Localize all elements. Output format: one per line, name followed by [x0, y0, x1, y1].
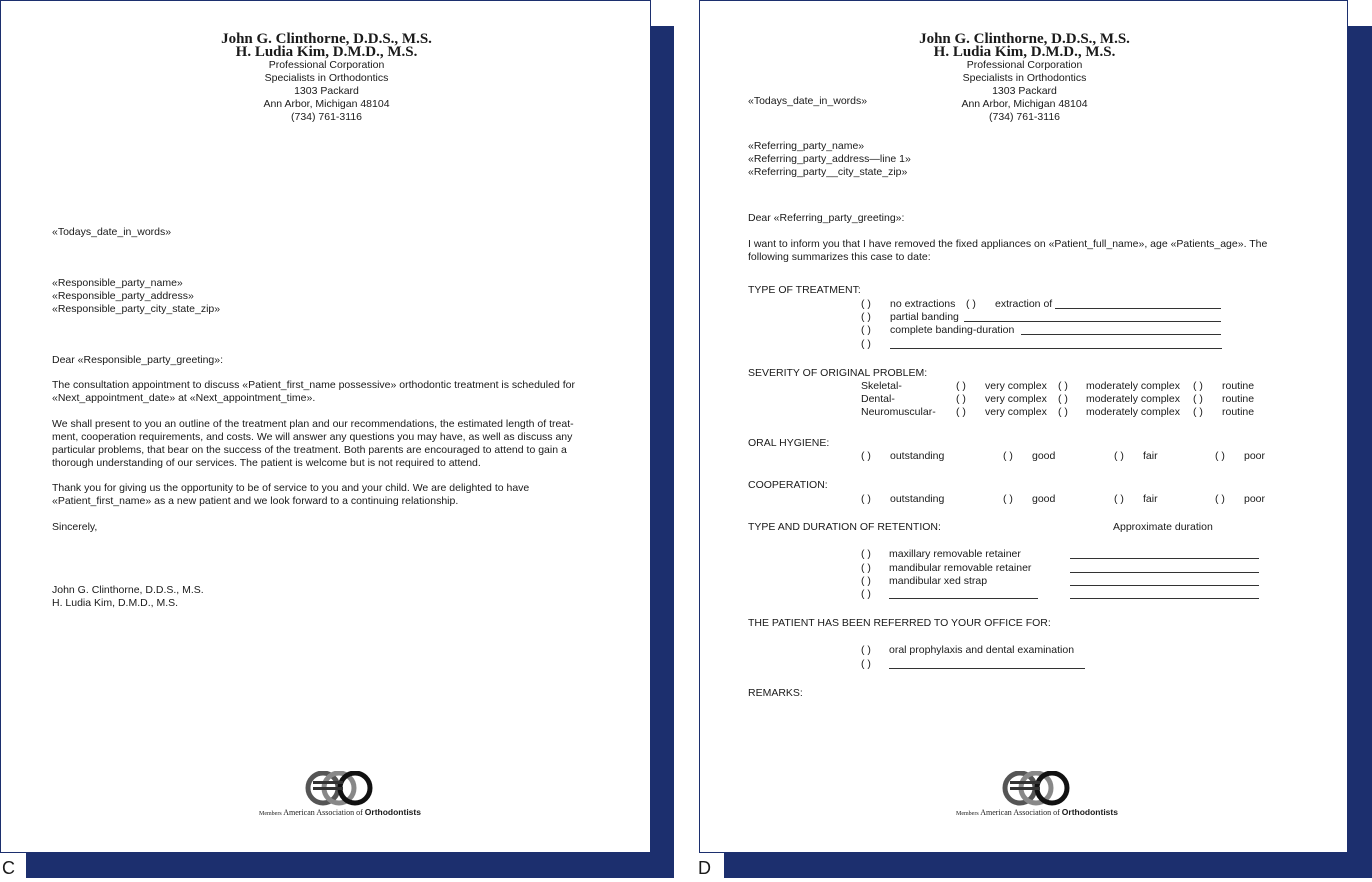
option-very-complex: very complex: [985, 380, 1047, 392]
address-line: «Referring_party_name»: [748, 140, 865, 152]
option-routine: routine: [1222, 380, 1255, 392]
option-very-complex: very complex: [985, 406, 1047, 418]
aao-rings-icon: [956, 771, 1126, 807]
aao-logo-text: [259, 807, 421, 817]
address-line: «Referring_party__city_state_zip»: [748, 166, 908, 178]
checkbox[interactable]: ( ): [1058, 380, 1068, 392]
option-extraction-of: extraction of: [995, 298, 1053, 310]
option-good: good: [1032, 493, 1056, 505]
option-outstanding: outstanding: [890, 493, 945, 505]
logo-members: Members: [259, 811, 282, 817]
option-fair: fair: [1143, 450, 1158, 462]
option-poor: poor: [1244, 493, 1266, 505]
duration-line[interactable]: [1070, 598, 1259, 599]
option-moderately-complex: moderately complex: [1086, 393, 1180, 405]
letterhead: [700, 33, 1349, 124]
checkbox[interactable]: ( ): [956, 393, 966, 405]
option-routine: routine: [1222, 393, 1255, 405]
closing: Sincerely,: [52, 521, 98, 533]
fill-line[interactable]: [889, 668, 1085, 669]
letterhead-line: (734) 761-3116: [290, 111, 363, 123]
severity-row-label: Dental-: [861, 393, 895, 405]
checkbox[interactable]: ( ): [1193, 380, 1203, 392]
section-title-retention: TYPE AND DURATION OF RETENTION:: [748, 521, 941, 533]
checkbox[interactable]: ( ): [861, 588, 871, 600]
doctor-name-1: John G. Clinthorne, D.D.S., M.S.: [919, 31, 1130, 47]
logo-org-bold: Orthodontists: [364, 807, 421, 817]
option-routine: routine: [1222, 406, 1255, 418]
option-good: good: [1032, 450, 1056, 462]
fill-line[interactable]: [890, 348, 1222, 349]
checkbox[interactable]: ( ): [861, 575, 871, 587]
letter-page-c: [0, 0, 651, 853]
date-field: «Todays_date_in_words»: [52, 226, 172, 238]
fill-line[interactable]: [964, 321, 1221, 322]
paragraph-appointment: The consultation appointment to discuss «Patient_first_name possessive» orthodontic treatment is scheduled for «Next_appointment_date» at «Next_appointment_time».: [52, 379, 575, 404]
greeting: Dear «Referring_party_greeting»:: [748, 212, 905, 224]
logo-members: Members: [956, 811, 979, 817]
checkbox[interactable]: ( ): [861, 324, 871, 336]
logo-org: American Association of: [283, 808, 365, 817]
duration-header: Approximate duration: [1113, 521, 1213, 533]
letterhead-line: Ann Arbor, Michigan 48104: [961, 98, 1088, 110]
letterhead-line: 1303 Packard: [294, 85, 359, 97]
paragraph-thanks: Thank you for giving us the opportunity to be of service to you and your child. We are delighted to have «Patient_first_name» as a new patient and we look forward to a continuing relationship.: [52, 482, 530, 507]
doctor-name-2: H. Ludia Kim, D.M.D., M.S.: [235, 44, 418, 60]
address-line: «Responsible_party_address»: [52, 290, 194, 302]
checkbox[interactable]: ( ): [1058, 406, 1068, 418]
option-poor: poor: [1244, 450, 1266, 462]
panel-label-d: D: [698, 858, 711, 878]
section-title-severity: SEVERITY OF ORIGINAL PROBLEM:: [748, 367, 928, 379]
fill-line[interactable]: [889, 598, 1038, 599]
fill-line[interactable]: [1055, 308, 1221, 309]
section-title-cooperation: COOPERATION:: [748, 479, 828, 491]
checkbox[interactable]: ( ): [861, 450, 871, 462]
duration-line[interactable]: [1070, 572, 1259, 573]
date-field: «Todays_date_in_words»: [748, 95, 868, 107]
checkbox[interactable]: ( ): [861, 493, 871, 505]
letterhead-line: Specialists in Orthodontics: [962, 72, 1087, 84]
severity-row-label: Skeletal-: [861, 380, 902, 392]
letterhead-line: Ann Arbor, Michigan 48104: [263, 98, 390, 110]
retainer-option: mandibular removable retainer: [889, 562, 1032, 574]
checkbox[interactable]: ( ): [861, 311, 871, 323]
fill-line[interactable]: [1021, 334, 1221, 335]
checkbox[interactable]: ( ): [861, 338, 871, 350]
signature-name-1: John G. Clinthorne, D.D.S., M.S.: [52, 584, 204, 596]
option-outstanding: outstanding: [890, 450, 945, 462]
option-moderately-complex: moderately complex: [1086, 406, 1180, 418]
letterhead-line: Professional Corporation: [268, 59, 385, 71]
letter-page-d: [699, 0, 1348, 853]
checkbox[interactable]: ( ): [861, 644, 871, 656]
option-very-complex: very complex: [985, 393, 1047, 405]
checkbox[interactable]: ( ): [1003, 493, 1013, 505]
severity-row-label: Neuromuscular-: [861, 406, 936, 418]
checkbox[interactable]: ( ): [861, 658, 871, 670]
retainer-option: maxillary removable retainer: [889, 548, 1021, 560]
checkbox[interactable]: ( ): [1193, 393, 1203, 405]
checkbox[interactable]: ( ): [956, 406, 966, 418]
option-fair: fair: [1143, 493, 1158, 505]
aao-logo: [956, 771, 1126, 819]
retainer-option: mandibular xed strap: [889, 575, 988, 587]
checkbox[interactable]: ( ): [1114, 493, 1124, 505]
checkbox[interactable]: ( ): [966, 298, 976, 310]
aao-logo: [259, 771, 429, 819]
section-title-treatment: TYPE OF TREATMENT:: [748, 284, 861, 296]
address-line: «Responsible_party_city_state_zip»: [52, 303, 221, 315]
checkbox[interactable]: ( ): [861, 298, 871, 310]
greeting: Dear «Responsible_party_greeting»:: [52, 354, 224, 366]
address-line: «Referring_party_address—line 1»: [748, 153, 911, 165]
checkbox[interactable]: ( ): [1193, 406, 1203, 418]
signature-name-2: H. Ludia Kim, D.M.D., M.S.: [52, 597, 179, 609]
aao-logo-text: [956, 807, 1118, 817]
option-partial-banding: partial banding: [890, 311, 959, 323]
letterhead-line: (734) 761-3116: [988, 111, 1061, 123]
checkbox[interactable]: ( ): [956, 380, 966, 392]
referral-option: oral prophylaxis and dental examination: [889, 644, 1075, 656]
checkbox[interactable]: ( ): [1058, 393, 1068, 405]
remarks-label: REMARKS:: [748, 687, 803, 699]
letterhead-line: Professional Corporation: [966, 59, 1083, 71]
aao-rings-icon: [259, 771, 429, 807]
address-line: «Responsible_party_name»: [52, 277, 183, 289]
duration-line[interactable]: [1070, 558, 1259, 559]
option-complete-banding: complete banding-duration: [890, 324, 1015, 336]
checkbox[interactable]: ( ): [1215, 493, 1225, 505]
option-moderately-complex: moderately complex: [1086, 380, 1180, 392]
section-title-referred: THE PATIENT HAS BEEN REFERRED TO YOUR OFFICE FOR:: [748, 617, 1051, 629]
paragraph-outline: We shall present to you an outline of the treatment plan and our recommendations, the estimated length of treat-ment, cooperation requirements, and costs. We will answer any questions you may have, as well as discuss any particular problems, that bear on the success of the treatment. Both parents are encouraged to attend to gain a thorough understanding of our services. The patient is welcome but is not required to attend.: [52, 418, 574, 469]
logo-org: American Association of: [980, 808, 1062, 817]
letterhead-line: Specialists in Orthodontics: [264, 72, 389, 84]
letterhead: [1, 33, 652, 124]
section-title-hygiene: ORAL HYGIENE:: [748, 437, 830, 449]
intro-paragraph: I want to inform you that I have removed the fixed appliances on «Patient_full_name», age «Patients_age». The following summarizes this case to date:: [748, 238, 1268, 263]
panel-label-c: C: [2, 858, 15, 878]
checkbox[interactable]: ( ): [861, 548, 871, 560]
checkbox[interactable]: ( ): [1215, 450, 1225, 462]
duration-line[interactable]: [1070, 585, 1259, 586]
checkbox[interactable]: ( ): [1003, 450, 1013, 462]
logo-org-bold: Orthodontists: [1061, 807, 1118, 817]
letterhead-line: 1303 Packard: [992, 85, 1057, 97]
checkbox[interactable]: ( ): [1114, 450, 1124, 462]
doctor-name-2: H. Ludia Kim, D.M.D., M.S.: [933, 44, 1116, 60]
option-no-extractions: no extractions: [890, 298, 956, 310]
checkbox[interactable]: ( ): [861, 562, 871, 574]
doctor-name-1: John G. Clinthorne, D.D.S., M.S.: [221, 31, 432, 47]
